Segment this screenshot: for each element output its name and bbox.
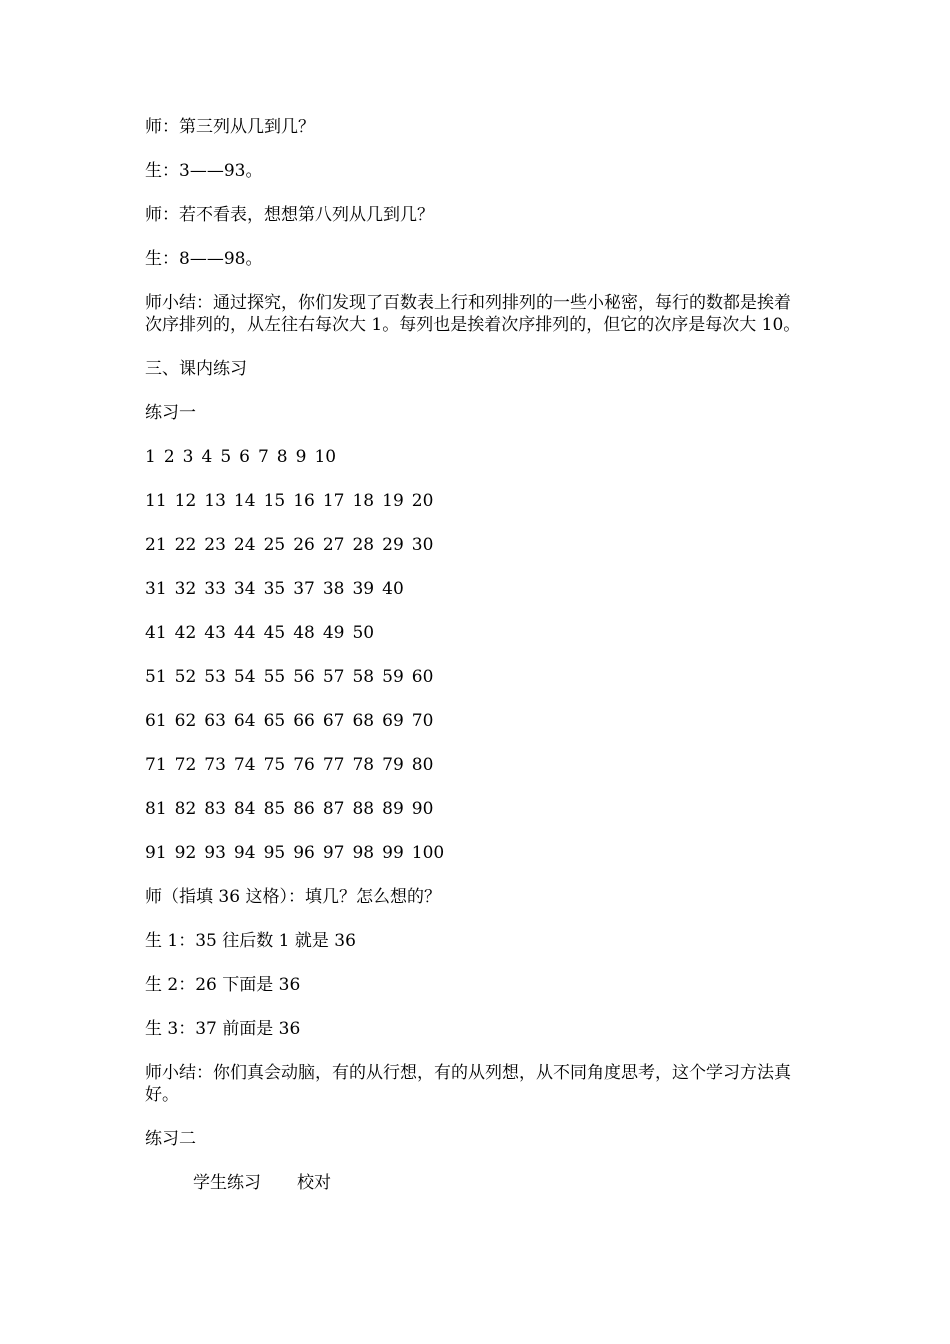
- number-cell: 65: [263, 711, 286, 731]
- number-cell: 86: [293, 799, 315, 819]
- number-cell: 52: [174, 667, 197, 687]
- number-cell: 39: [352, 579, 375, 599]
- number-cell: 37: [293, 579, 315, 599]
- number-cell: 66: [293, 711, 315, 731]
- number-row: [145, 490, 805, 512]
- number-cell: 44: [233, 623, 256, 643]
- number-cell: 13: [204, 491, 226, 511]
- dialogue-line: 生 1：35 往后数 1 就是 36: [145, 931, 356, 951]
- exercise-two-items: [145, 1172, 805, 1194]
- number-cell: 15: [263, 491, 286, 511]
- number-cell: 7: [257, 447, 269, 467]
- number-cell: 22: [174, 535, 197, 555]
- number-cell: 40: [382, 579, 404, 599]
- teacher-summary: 师小结：通过探究，你们发现了百数表上行和列排列的一些小秘密，每行的数都是挨着次序排列的，从左往右每次大 1。每列也是挨着次序排列的，但它的次序是每次大 10。: [145, 293, 801, 335]
- number-cell: 69: [382, 711, 404, 731]
- number-cell: 61: [145, 711, 167, 731]
- number-cell: 49: [322, 623, 345, 643]
- dialogue-line: 师：若不看表，想想第八列从几到几？: [145, 205, 434, 225]
- number-cell: 18: [352, 491, 375, 511]
- number-cell: 20: [411, 491, 434, 511]
- number-cell: 78: [352, 755, 375, 775]
- number-cell: 73: [204, 755, 226, 775]
- number-cell: 58: [352, 667, 375, 687]
- dialogue-line: 生：8——98。: [145, 249, 263, 269]
- number-cell: 5: [220, 447, 232, 467]
- exercise-two-title: 练习二: [145, 1129, 196, 1149]
- exercise-one-title: 练习一: [145, 403, 196, 423]
- number-cell: 32: [174, 579, 197, 599]
- section-title: 三、课内练习: [145, 359, 247, 379]
- number-cell: 79: [382, 755, 404, 775]
- number-cell: 60: [411, 667, 434, 687]
- number-cell: 76: [293, 755, 315, 775]
- number-cell: 77: [322, 755, 345, 775]
- number-cell: 45: [263, 623, 286, 643]
- hundred-chart: [145, 446, 805, 864]
- number-cell: 95: [263, 843, 286, 863]
- document-body: [145, 116, 805, 1216]
- number-cell: 96: [293, 843, 315, 863]
- number-cell: 4: [201, 447, 213, 467]
- dialogue-line: 师（指填 36 这格）：填几？怎么想的？: [145, 887, 441, 907]
- number-cell: 64: [233, 711, 256, 731]
- number-cell: 72: [174, 755, 197, 775]
- number-cell: 74: [233, 755, 256, 775]
- number-cell: 11: [145, 491, 167, 511]
- number-row: [145, 578, 805, 600]
- number-cell: 93: [204, 843, 226, 863]
- number-row: [145, 710, 805, 732]
- number-cell: 53: [204, 667, 226, 687]
- number-cell: 85: [263, 799, 286, 819]
- number-cell: 28: [352, 535, 375, 555]
- number-cell: 21: [145, 535, 167, 555]
- dialogue-line: 生 3：37 前面是 36: [145, 1019, 301, 1039]
- number-cell: 33: [204, 579, 226, 599]
- number-cell: 88: [352, 799, 375, 819]
- number-cell: 50: [352, 623, 375, 643]
- number-cell: 14: [233, 491, 256, 511]
- number-cell: 70: [411, 711, 434, 731]
- number-row: [145, 534, 805, 556]
- exercise-two-item: 校对: [297, 1173, 331, 1193]
- number-cell: 34: [233, 579, 256, 599]
- teacher-summary: 师小结：你们真会动脑，有的从行想，有的从列想，从不同角度思考，这个学习方法真好。: [145, 1063, 791, 1105]
- number-cell: 24: [233, 535, 256, 555]
- number-cell: 83: [204, 799, 226, 819]
- number-cell: 12: [174, 491, 197, 511]
- dialogue-line: 生：3——93。: [145, 161, 263, 181]
- number-cell: 89: [382, 799, 404, 819]
- number-cell: 56: [293, 667, 315, 687]
- number-cell: 91: [145, 843, 167, 863]
- number-cell: 31: [145, 579, 167, 599]
- number-cell: 41: [145, 623, 167, 643]
- number-cell: 87: [322, 799, 345, 819]
- number-cell: 6: [239, 447, 250, 467]
- number-cell: 1: [145, 447, 156, 467]
- number-cell: 48: [293, 623, 315, 643]
- number-cell: 71: [145, 755, 167, 775]
- number-cell: 19: [382, 491, 404, 511]
- number-row: [145, 446, 805, 468]
- number-cell: 84: [233, 799, 256, 819]
- number-cell: 9: [295, 447, 307, 467]
- number-cell: 98: [352, 843, 375, 863]
- number-row: [145, 842, 805, 864]
- number-cell: 57: [322, 667, 345, 687]
- number-row: [145, 754, 805, 776]
- number-cell: 25: [263, 535, 286, 555]
- number-cell: 92: [174, 843, 197, 863]
- number-cell: 51: [145, 667, 167, 687]
- number-cell: 97: [322, 843, 345, 863]
- exercise-two-item: 学生练习: [193, 1173, 261, 1193]
- number-cell: 29: [382, 535, 404, 555]
- number-cell: 3: [182, 447, 194, 467]
- number-cell: 16: [293, 491, 315, 511]
- number-cell: 54: [233, 667, 256, 687]
- number-cell: 62: [174, 711, 197, 731]
- number-cell: 100: [411, 843, 445, 863]
- number-cell: 80: [411, 755, 434, 775]
- number-cell: 67: [322, 711, 345, 731]
- number-cell: 82: [174, 799, 197, 819]
- number-cell: 94: [233, 843, 256, 863]
- number-cell: 81: [145, 799, 167, 819]
- number-cell: 26: [293, 535, 315, 555]
- number-cell: 10: [314, 447, 337, 467]
- number-cell: 27: [322, 535, 345, 555]
- dialogue-line: 师：第三列从几到几？: [145, 117, 315, 137]
- number-cell: 30: [411, 535, 434, 555]
- number-cell: 75: [263, 755, 286, 775]
- number-cell: 17: [322, 491, 345, 511]
- number-row: [145, 666, 805, 688]
- number-cell: 99: [382, 843, 404, 863]
- number-cell: 90: [411, 799, 434, 819]
- number-cell: 43: [204, 623, 226, 643]
- number-cell: 59: [382, 667, 404, 687]
- number-cell: 42: [174, 623, 197, 643]
- number-cell: 35: [263, 579, 286, 599]
- number-row: [145, 798, 805, 820]
- number-cell: 63: [204, 711, 226, 731]
- number-cell: 8: [276, 447, 288, 467]
- number-cell: 2: [163, 447, 175, 467]
- number-row: [145, 622, 805, 644]
- number-cell: 55: [263, 667, 286, 687]
- number-cell: 38: [322, 579, 345, 599]
- number-cell: 68: [352, 711, 375, 731]
- number-cell: 23: [204, 535, 226, 555]
- dialogue-line: 生 2：26 下面是 36: [145, 975, 301, 995]
